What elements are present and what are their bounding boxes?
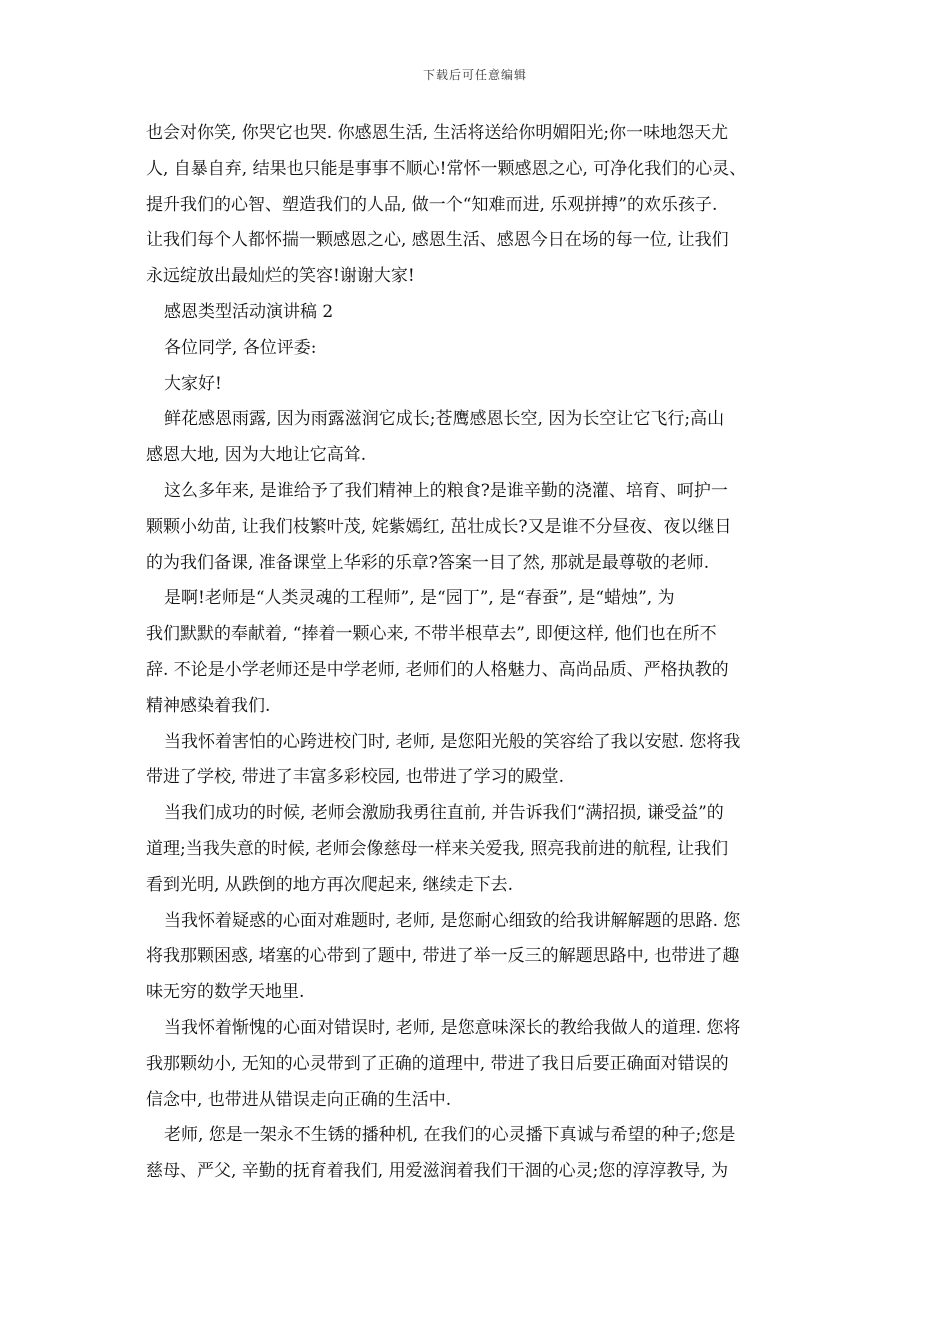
text-line: 将我那颗困惑, 堵塞的心带到了题中, 带进了举一反三的解题思路中, 也带进了趣 — [146, 946, 740, 967]
text-line: 当我们成功的时候, 老师会激励我勇往直前, 并告诉我们“满招损, 谦受益”的 — [164, 803, 724, 824]
text-line: 精神感染着我们. — [146, 695, 271, 716]
text-line: 当我怀着害怕的心跨进校门时, 老师, 是您阳光般的笑容给了我以安慰. 您将我 — [164, 731, 741, 752]
text-line: 提升我们的心智、塑造我们的人品, 做一个“知难而进, 乐观拼搏”的欢乐孩子. — [146, 194, 718, 215]
text-line: 永远绽放出最灿烂的笑容!谢谢大家! — [146, 266, 415, 287]
text-line: 老师, 您是一架永不生锈的播种机, 在我们的心灵播下真诚与希望的种子;您是 — [164, 1125, 736, 1146]
text-line: 道理;当我失意的时候, 老师会像慈母一样来关爱我, 照亮我前进的航程, 让我们 — [146, 838, 729, 859]
text-line: 的为我们备课, 准备课堂上华彩的乐章?答案一目了然, 那就是最尊敬的老师. — [146, 552, 710, 573]
text-line: 感恩类型活动演讲稿 2 — [164, 301, 334, 322]
text-line: 我们默默的奉献着, “捧着一颗心来, 不带半根草去”, 即便这样, 他们也在所不 — [146, 624, 717, 645]
text-line: 鲜花感恩雨露, 因为雨露滋润它成长;苍鹰感恩长空, 因为长空让它飞行;高山 — [164, 409, 725, 430]
text-line: 当我怀着疑惑的心面对难题时, 老师, 是您耐心细致的给我讲解解题的思路. 您 — [164, 910, 741, 931]
text-line: 这么多年来, 是谁给予了我们精神上的粮食?是谁辛勤的浇灌、培育、呵护一 — [164, 480, 728, 501]
text-line: 慈母、严父, 辛勤的抚育着我们, 用爱滋润着我们干涸的心灵;您的淳淳教导, 为 — [146, 1161, 729, 1182]
text-line: 我那颗幼小, 无知的心灵带到了正确的道理中, 带进了我日后要正确面对错误的 — [146, 1053, 729, 1074]
text-line: 各位同学, 各位评委: — [164, 337, 317, 358]
text-line: 带进了学校, 带进了丰富多彩校园, 也带进了学习的殿堂. — [146, 767, 565, 788]
document-body — [146, 116, 808, 1190]
text-line: 味无穷的数学天地里. — [146, 982, 305, 1003]
text-line: 当我怀着惭愧的心面对错误时, 老师, 是您意味深长的教给我做人的道理. 您将 — [164, 1017, 741, 1038]
text-line: 大家好! — [164, 373, 222, 394]
text-line: 看到光明, 从跌倒的地方再次爬起来, 继续走下去. — [146, 874, 514, 895]
text-line: 信念中, 也带进从错误走向正确的生活中. — [146, 1089, 452, 1110]
page-header: 下载后可任意编辑 — [422, 68, 527, 82]
text-line: 也会对你笑, 你哭它也哭. 你感恩生活, 生活将送给你明媚阳光;你一味地怨天尤 — [146, 123, 729, 143]
text-line: 让我们每个人都怀揣一颗感恩之心, 感恩生活、感恩今日在场的每一位, 让我们 — [146, 230, 729, 251]
text-line: 是啊!老师是“人类灵魂的工程师”, 是“园丁”, 是“春蚕”, 是“蜡烛”, 为 — [164, 588, 675, 609]
text-line: 人, 自暴自弃, 结果也只能是事事不顺心!常怀一颗感恩之心, 可净化我们的心灵、 — [146, 158, 747, 179]
text-line: 颗颗小幼苗, 让我们枝繁叶茂, 姹紫嫣红, 茁壮成长?又是谁不分昼夜、夜以继日 — [146, 516, 732, 537]
text-line: 感恩大地, 因为大地让它高耸. — [146, 445, 367, 466]
text-line: 辞. 不论是小学老师还是中学老师, 老师们的人格魅力、高尚品质、严格执教的 — [146, 659, 729, 680]
